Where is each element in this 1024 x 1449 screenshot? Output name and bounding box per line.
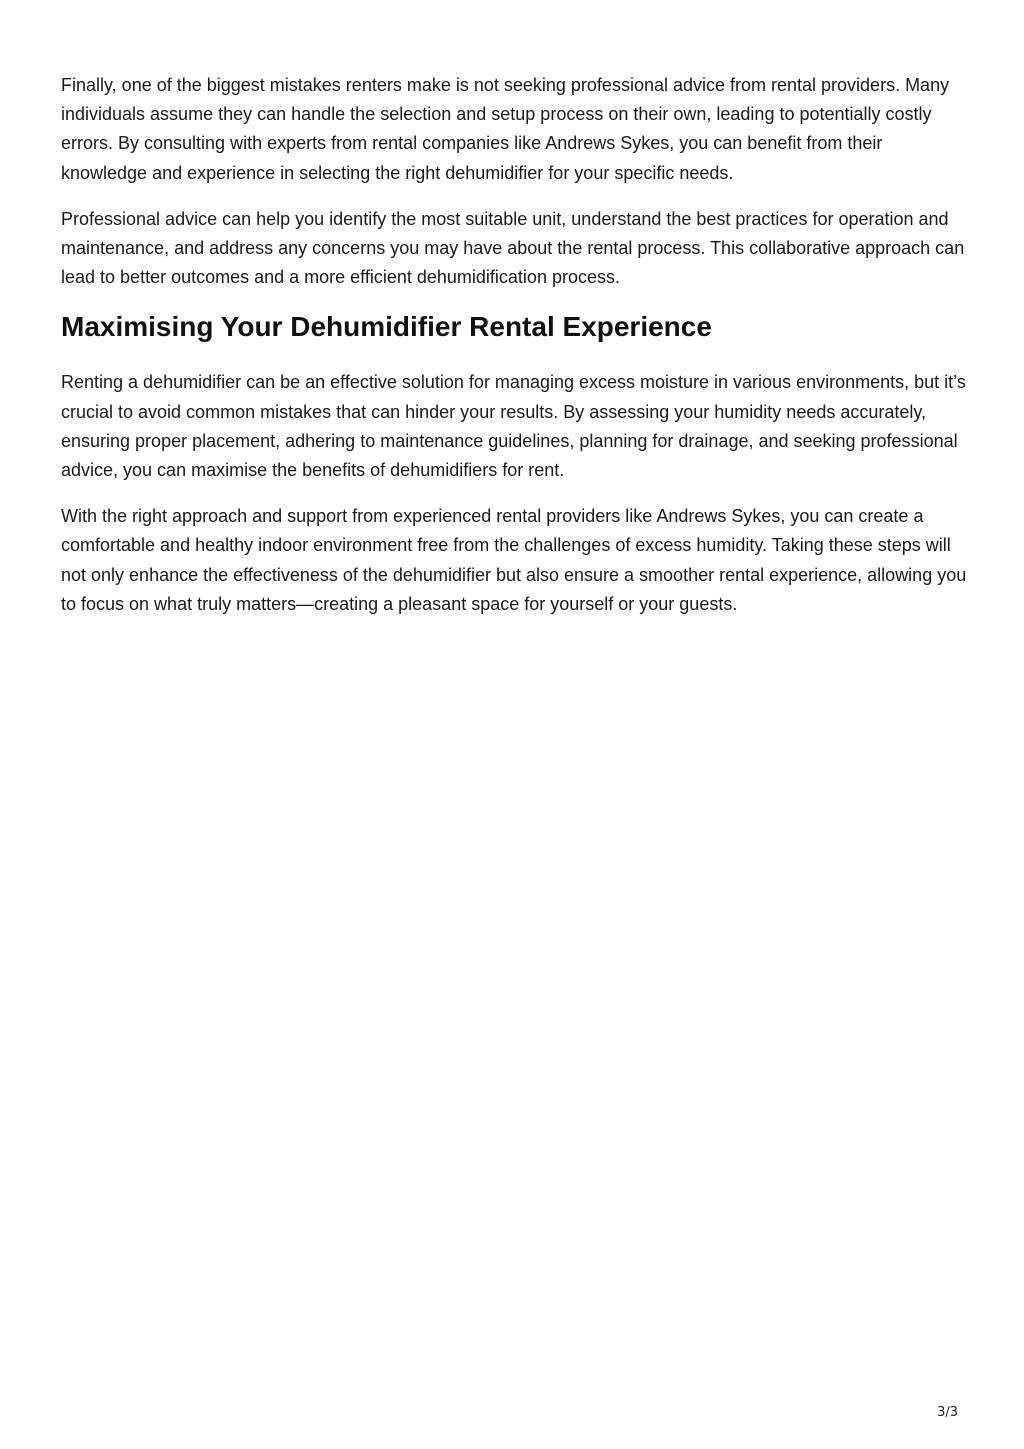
page-number: 3/3: [937, 1405, 958, 1420]
paragraph-conclusion: With the right approach and support from experienced rental providers like Andrews Sykes, you can create a comfortable and healthy indoor environment free from the challenges of excess humidity. Taking these steps will not only enhance the effectiveness of the dehumidifier but also ensure a smoother rental experience, allowing you to focus on what truly matters—creating a pleasant space for yourself or your guests.: [61, 506, 967, 614]
paragraph-professional-advice: Finally, one of the biggest mistakes renters make is not seeking professional advice from rental providers. Many individuals assume they can handle the selection and setup process on their own, leading to potentially costly errors. By consulting with experts from rental companies like Andrews Sykes, you can benefit from their knowledge and experience in selecting the right dehumidifier for your specific needs.: [61, 75, 950, 183]
document-body: [61, 71, 971, 636]
paragraph-advice-benefits: Professional advice can help you identify the most suitable unit, understand the best practices for operation and maintenance, and address any concerns you may have about the rental process. This collaborative approach can lead to better outcomes and a more efficient dehumidification process.: [61, 208, 965, 288]
paragraph-summary: Renting a dehumidifier can be an effective solution for managing excess moisture in various environments, but it’s crucial to avoid common mistakes that can hinder your results. By assessing your humidity needs accurately, ensuring proper placement, adhering to maintenance guidelines, planning for drainage, and seeking professional advice, you can maximise the benefits of dehumidifiers for rent.: [61, 372, 966, 481]
section-heading: Maximising Your Dehumidifier Rental Experience: [61, 311, 712, 343]
